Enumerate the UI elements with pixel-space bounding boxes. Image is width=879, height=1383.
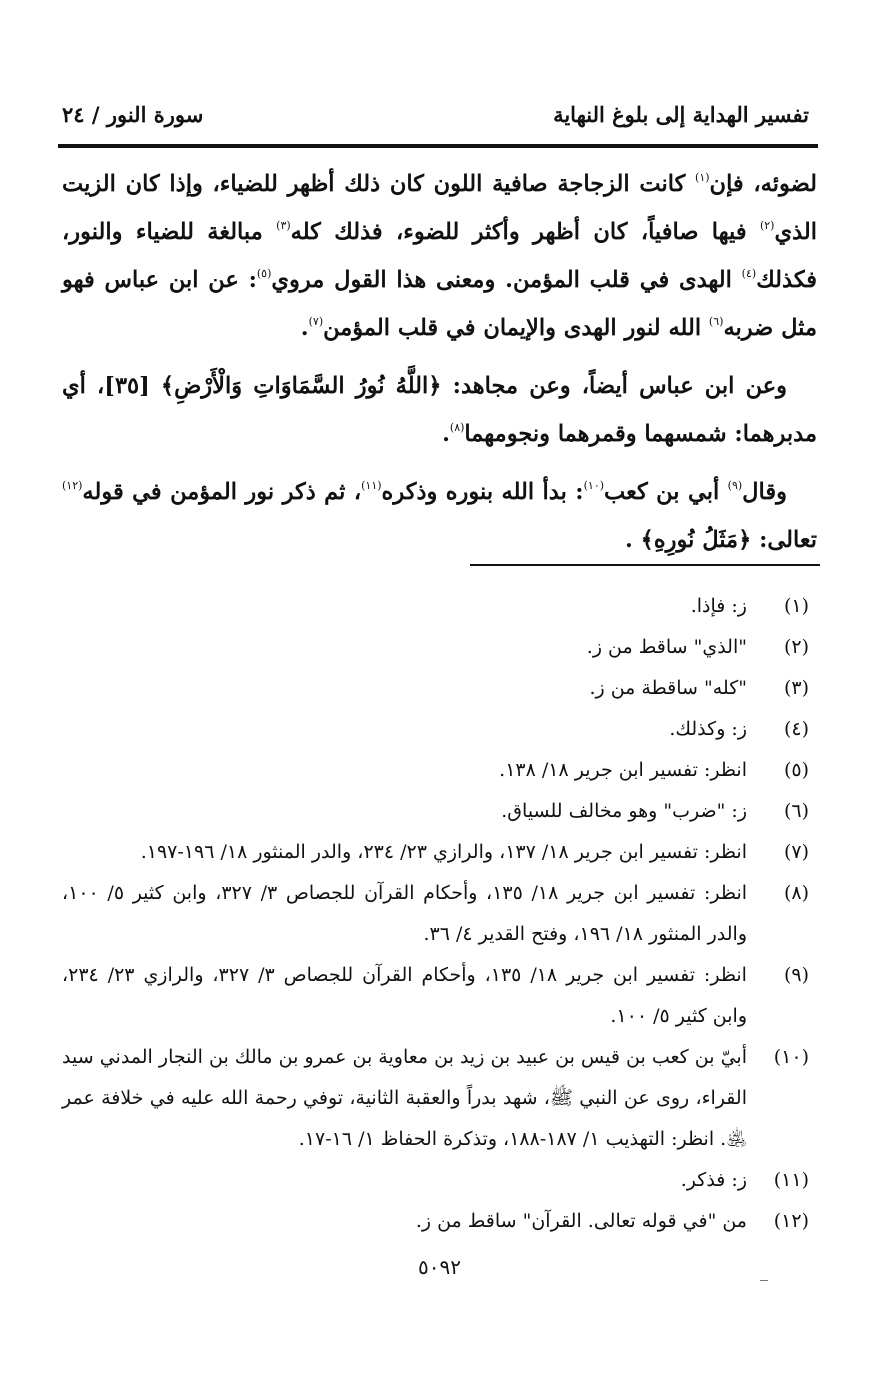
footnote-text: من "في قوله تعالى. القرآن" ساقط من ز. [415,1210,747,1232]
footnote-text: أبيّ بن كعب بن قيس بن عبيد بن زيد بن معاوية بن عمرو بن مالك بن النجار المدني سيد القراء، روى عن النبي ﷺ، شهد بدراً والعقبة الثانية، توفي رحمة الله عليه في خلافة عمر ﵁. انظر: التهذيب ١/ ١٨٧-١٨٨، وتذكرة الحفاظ ١/ ١٦-١٧. [62,1046,747,1150]
footnote-text: "الذي" ساقط من ز. [586,636,747,658]
text-run: فيها صافياً، كان أظهر وأكثر للضوء، فذلك كله [290,219,760,245]
footnote-ref: (٢) [759,219,775,232]
footnote-number: (٤) [783,718,809,740]
text-run: تعالى: ﴿مَثَلُ نُورِهِ﴾ . [624,527,817,553]
text-run: وعن ابن عباس أيضاً، وعن مجاهد: ﴿اللَّهُ نُورُ السَّمَاوَاتِ وَالْأَرْضِ﴾ [٣٥]، أي مدبرهما: شمسهما وقمرهما ونجومهما [62,373,817,447]
header-rule [58,144,818,148]
footnote [62,1201,817,1242]
text-run: : عن ابن عباس فهو مثل ضربه [62,267,817,341]
footnote [62,1037,817,1160]
footnotes-list [62,586,817,1242]
footnote-text: انظر: تفسير ابن جرير ١٨/ ١٣٥، وأحكام القرآن للجصاص ٣/ ٣٢٧، وابن كثير ٥/ ١٠٠، والدر المنثور ١٨/ ١٩٦، وفتح القدير ٤/ ٣٦. [62,882,748,945]
paragraph-2 [62,362,817,458]
footnote-text: ز: فذكر. [680,1169,747,1191]
footnote-text: انظر: تفسير ابن جرير ١٨/ ١٣٧، والرازي ٢٣/ ٢٣٤، والدر المنثور ١٨/ ١٩٦-١٩٧. [140,841,747,863]
footnote-ref: (٧) [308,315,324,328]
footnote-number: (٥) [783,759,809,781]
footnote-ref: (٨) [449,421,465,434]
text-run: : بدأ الله بنوره وذكره [381,479,584,505]
text-run: كانت الزجاجة صافية اللون كان ذلك أظهر للضياء، وإذا كان الزيت الذي [62,171,817,245]
paragraph-3 [62,468,817,564]
text-run: أبي بن كعب [604,479,728,505]
footnote-number: (٨) [783,882,809,904]
footnote [62,668,817,709]
footnote-ref: (٦) [708,315,724,328]
footnote-text: ز: فإذا. [690,595,747,617]
footnote-text: ز: وكذلك. [669,718,747,740]
footnote-text: "كله" ساقطة من ز. [589,677,747,699]
footnote [62,873,817,955]
footnote [62,955,817,1037]
text-run: . [442,421,450,447]
text-run: وقال [742,479,787,505]
footnote [62,1160,817,1201]
footnote-number: (٩) [783,964,809,986]
footnote [62,709,817,750]
footnote-ref: (١١) [361,479,382,492]
footnote [62,586,817,627]
footnote-ref: (٣) [276,219,291,232]
footnote [62,791,817,832]
text-run: . [300,315,309,341]
text-run: ، ثم ذكر نور المؤمن في قوله [82,479,362,505]
text-run: الله لنور الهدى والإيمان في قلب المؤمن [323,315,709,341]
footnote-ref: (١٢) [62,479,83,492]
footnote [62,627,817,668]
footnote-number: (٧) [783,841,809,863]
margin-mark [760,1280,768,1281]
footnote [62,750,817,791]
main-text [62,160,817,574]
footnote-text: ز: "ضرب" وهو مخالف للسياق. [501,800,747,822]
footnote [62,832,817,873]
footnote-ref: (٤) [741,267,757,280]
footnote-text: انظر: تفسير ابن جرير ١٨/ ١٣٨. [499,759,747,781]
footnote-ref: (٥) [256,267,272,280]
text-run: لضوئه، فإن [709,171,817,197]
footnote-text: انظر: تفسير ابن جرير ١٨/ ١٣٥، وأحكام القرآن للجصاص ٣/ ٣٢٧، والرازي ٢٣/ ٢٣٤، وابن كثير ٥/ ١٠٠. [62,964,747,1027]
footnote-number: (١) [783,595,809,617]
running-head-book-title: تفسير الهداية إلى بلوغ النهاية [553,102,809,127]
footnote-ref: (٩) [727,479,743,492]
text-run: الهدى في قلب المؤمن. ومعنى هذا القول مروي [271,267,742,293]
footnote-number: (١٠) [773,1046,809,1068]
text-run: مبالغة للضياء والنور، فكذلك [62,219,817,293]
footnote-separator [470,564,820,566]
paragraph-1 [62,160,817,352]
page-number: ٥٠٩٢ [418,1255,461,1279]
running-head-surah: سورة النور / ٢٤ [62,102,204,127]
footnote-number: (٢) [783,636,809,658]
footnote-number: (٣) [783,677,809,699]
footnote-number: (١٢) [773,1210,809,1232]
footnote-ref: (١٠) [583,479,605,492]
footnote-number: (٦) [783,800,809,822]
footnote-ref: (١) [695,171,710,184]
footnote-number: (١١) [773,1169,809,1191]
